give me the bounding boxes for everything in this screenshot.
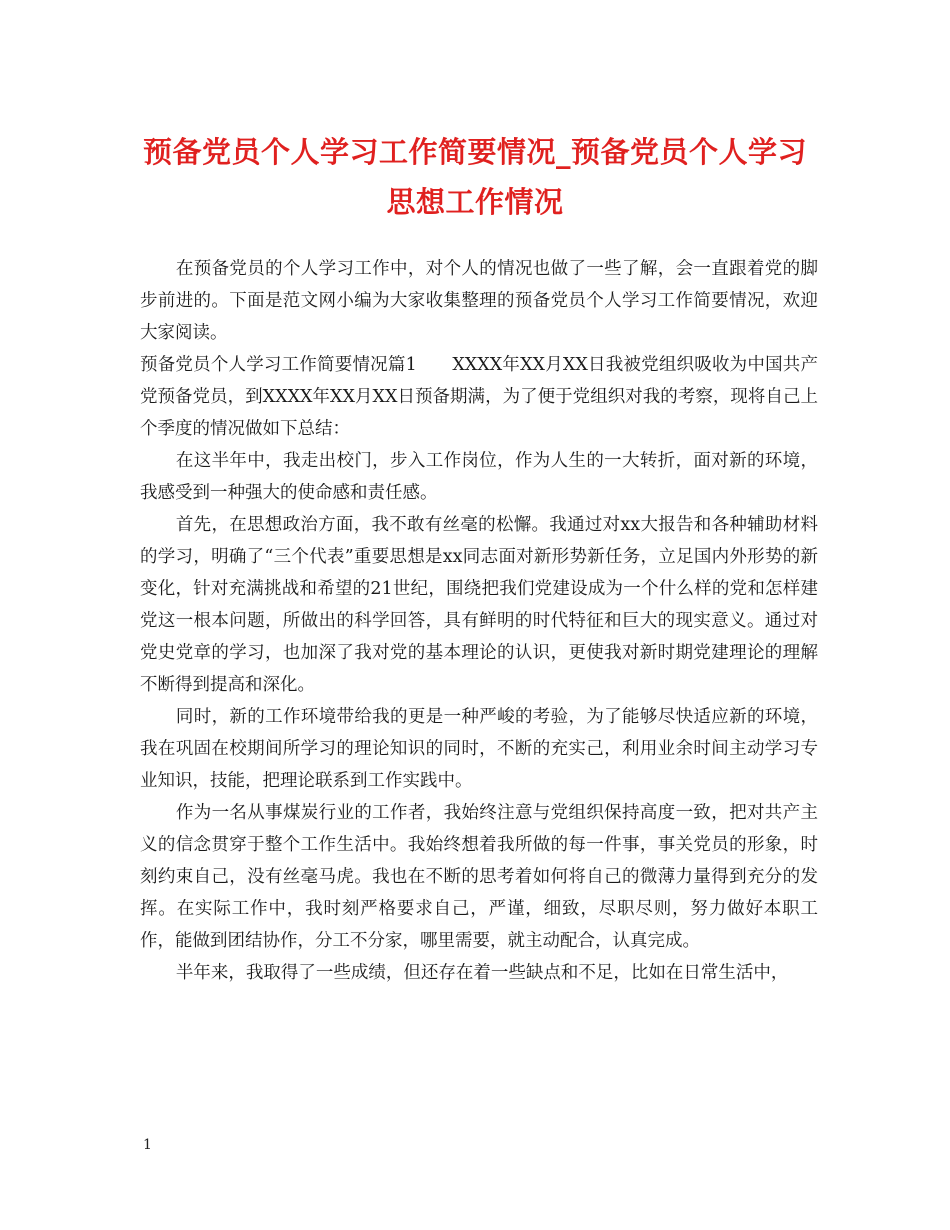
document-title: 预备党员个人学习工作简要情况_预备党员个人学习思想工作情况	[142, 135, 807, 219]
paragraph-body: 同时，新的工作环境带给我的更是一种严峻的考验，为了能够尽快适应新的环境，我在巩固在校期间所学习的理论知识的同时，不断的充实己，利用业余时间主动学习专业知识，技能，把理论联系到工作实践中。	[140, 707, 818, 791]
document-body	[140, 253, 818, 989]
paragraph-body: 半年来，我取得了一些成绩，但还存在着一些缺点和不足，比如在日常生活中，	[175, 963, 789, 983]
paragraph-intro: 在预备党员的个人学习工作中，对个人的情况也做了一些了解，会一直跟着党的脚步前进的。下面是范文网小编为大家收集整理的预备党员个人学习工作简要情况，欢迎大家阅读。	[140, 259, 818, 343]
paragraph-body: 作为一名从事煤炭行业的工作者，我始终注意与党组织保持高度一致，把对共产主义的信念贯穿于整个工作生活中。我始终想着我所做的每一件事，事关党员的形象，时刻约束自己，没有丝毫马虎。我也在不断的思考着如何将自己的微薄力量得到充分的发挥。在实际工作中，我时刻严格要求自己，严谨，细致，尽职尽则，努力做好本职工作，能做到团结协作，分工不分家，哪里需要，就主动配合，认真完成。	[140, 803, 818, 951]
paragraph-body: 在这半年中，我走出校门，步入工作岗位，作为人生的一大转折，面对新的环境，我感受到一种强大的使命感和责任感。	[140, 451, 818, 503]
page-number: 1	[143, 1137, 152, 1153]
paragraph-section-heading: 预备党员个人学习工作简要情况篇1 XXXX年XX月XX日我被党组织吸收为中国共产党预备党员，到XXXX年XX月XX日预备期满，为了便于党组织对我的考察，现将自己上个季度的情况做如下总结：	[140, 355, 818, 439]
paragraph-body: 首先，在思想政治方面，我不敢有丝毫的松懈。我通过对xx大报告和各种辅助材料的学习，明确了“三个代表”重要思想是xx同志面对新形势新任务，立足国内外形势的新变化，针对充满挑战和希望的21世纪，围绕把我们党建设成为一个什么样的党和怎样建党这一根本问题，所做出的科学回答，具有鲜明的时代特征和巨大的现实意义。通过对党史党章的学习，也加深了我对党的基本理论的认识，更使我对新时期党建理论的理解不断得到提高和深化。	[140, 515, 818, 695]
